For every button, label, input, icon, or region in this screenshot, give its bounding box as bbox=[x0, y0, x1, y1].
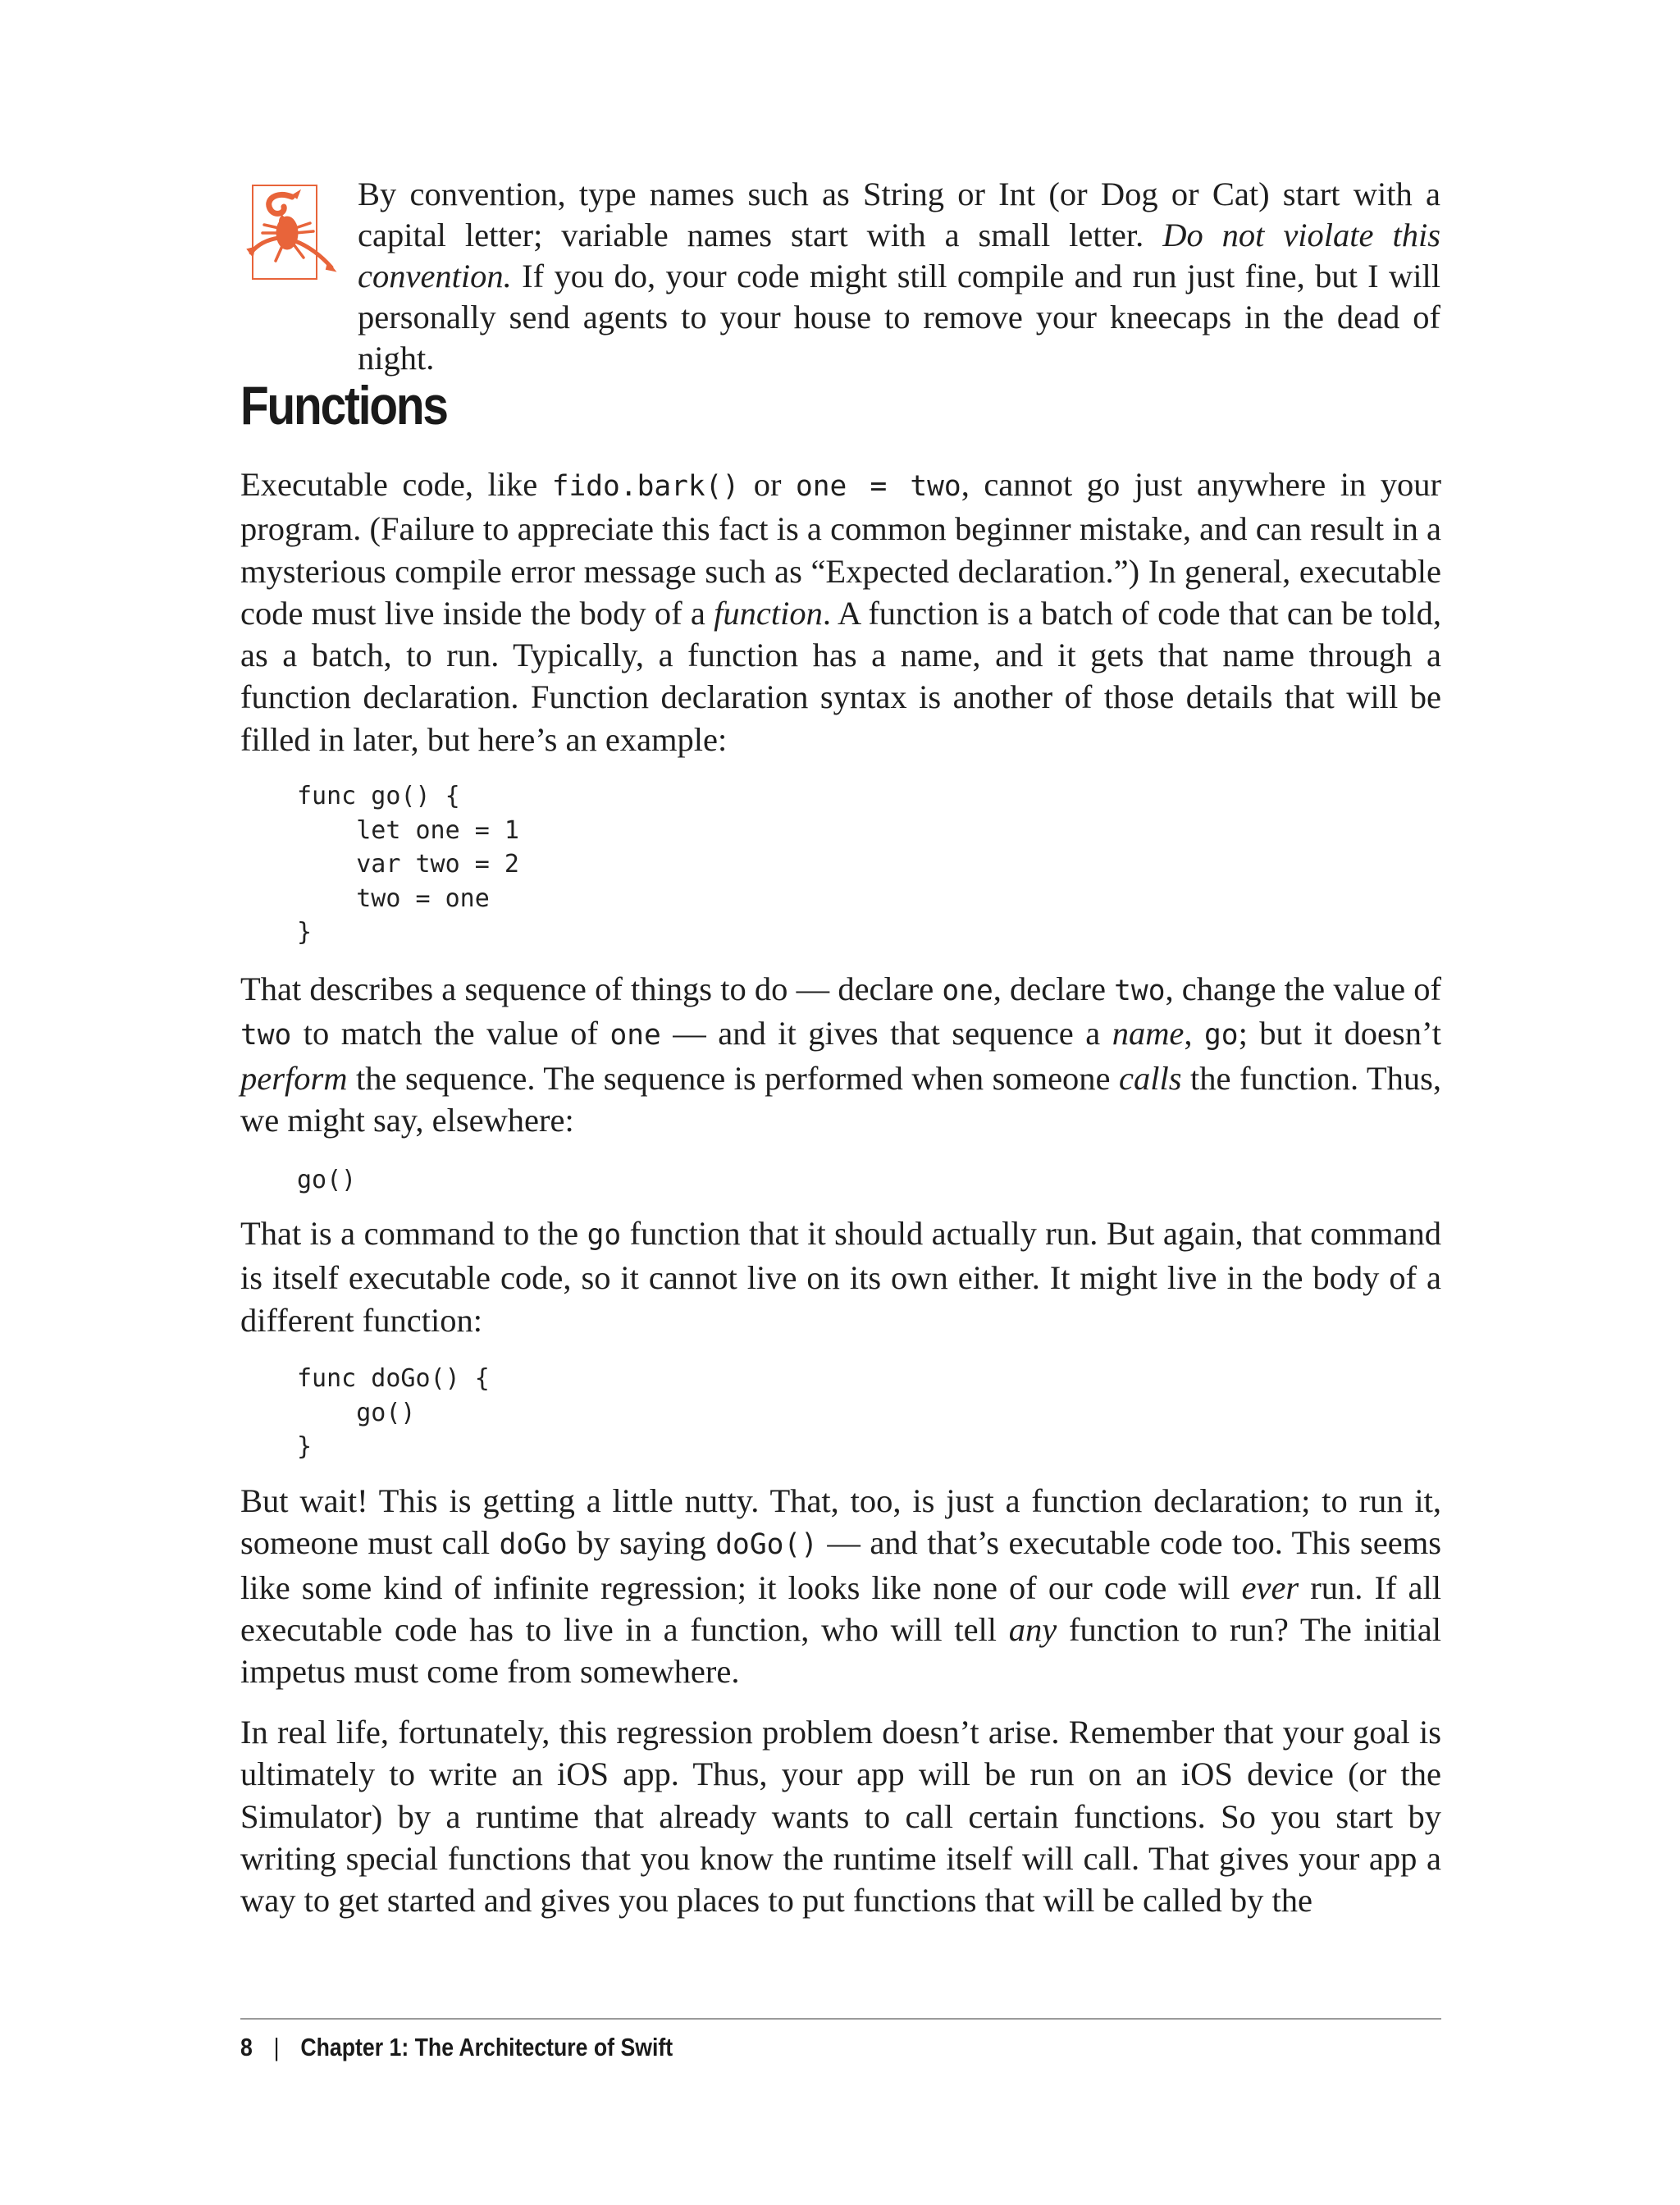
paragraph bbox=[240, 1480, 1441, 1692]
emphasis: calls bbox=[1119, 1059, 1182, 1097]
paragraph bbox=[240, 968, 1441, 1141]
text-run: — and that’s executable code too. This seems like some kind of infinite regression; it looks like none of our code will bbox=[240, 1524, 1441, 1606]
paragraph bbox=[240, 463, 1441, 760]
inline-code: doGo() bbox=[715, 1528, 818, 1562]
text-run: the function. Thus, we might say, elsewhere: bbox=[240, 1059, 1441, 1139]
text-run: the sequence. The sequence is performed when someone bbox=[347, 1059, 1120, 1097]
inline-code: two bbox=[240, 1019, 292, 1052]
text-run: . A function is a batch of code that can be told, as a batch, to run. Typically, a function has a name, and it gets that name through a function declaration. Function declaration syntax is another of those details that will be filled in later, but here’s an example: bbox=[240, 594, 1441, 758]
section-heading: Functions bbox=[240, 375, 447, 436]
footer-separator: | bbox=[273, 2033, 280, 2061]
warning-text bbox=[358, 174, 1440, 379]
code-block: func go() { let one = 1 var two = 2 two = one } bbox=[297, 782, 519, 947]
page-footer bbox=[240, 2029, 673, 2066]
warning-text-part: By convention, type names such as String or Int (or Dog or Cat) start with a capital letter; variable names start with a small letter. bbox=[358, 176, 1440, 253]
warning-emphasis: Do not violate this convention. bbox=[358, 217, 1440, 294]
emphasis: function bbox=[714, 594, 823, 632]
code-block: func doGo() { go() } bbox=[297, 1364, 490, 1461]
text-run: by saying bbox=[567, 1524, 716, 1562]
text-run: or bbox=[739, 466, 796, 503]
inline-code: two bbox=[1114, 975, 1166, 1007]
emphasis: name bbox=[1112, 1015, 1185, 1052]
text-run: Executable code, like bbox=[240, 466, 552, 503]
inline-code: one = two bbox=[795, 470, 961, 503]
text-run: to match the value of bbox=[291, 1015, 610, 1052]
inline-code: one bbox=[609, 1019, 661, 1052]
text-run: , declare bbox=[993, 970, 1115, 1007]
inline-code: doGo bbox=[499, 1528, 568, 1562]
page-number: 8 bbox=[240, 2033, 253, 2061]
inline-code: go bbox=[587, 1219, 622, 1252]
inline-code: fido.bark() bbox=[551, 470, 740, 503]
text-run: , bbox=[1184, 1015, 1205, 1052]
text-run: ; but it doesn’t bbox=[1238, 1015, 1441, 1052]
paragraph: In real life, fortunately, this regression problem doesn’t arise. Remember that your goal is ultimately to write an iOS app. Thus, your app will be run on an iOS device (or the Simulator) by a runtime that already wants to call certain functions. So you start by writing special functions that you know the runtime itself will call. That gives your app a way to get started and gives you places to put functions that will be called by the bbox=[240, 1714, 1441, 1920]
footer-rule bbox=[240, 2018, 1441, 2020]
text-run: run. If all executable code has to live in a function, who will tell bbox=[240, 1568, 1441, 1648]
text-run: But wait! This is getting a little nutty. That, too, is just a function declaration; to run it, someone must call bbox=[240, 1482, 1441, 1562]
paragraph bbox=[240, 1212, 1441, 1341]
scorpion-icon bbox=[243, 182, 338, 282]
text-run: That is a command to the bbox=[240, 1215, 587, 1252]
text-run: function to run? The initial impetus must come from somewhere. bbox=[240, 1610, 1441, 1691]
emphasis: ever bbox=[1241, 1568, 1299, 1606]
chapter-title: Chapter 1: The Architecture of Swift bbox=[300, 2033, 673, 2061]
text-run: That describes a sequence of things to do — declare bbox=[240, 970, 943, 1007]
inline-code: one bbox=[942, 975, 993, 1007]
code-block: go() bbox=[297, 1166, 357, 1194]
text-run: function that it should actually run. But again, that command is itself executable code, so it cannot live on its own either. It might live in the body of a different function: bbox=[240, 1215, 1441, 1339]
emphasis: perform bbox=[240, 1059, 348, 1097]
text-run: — and it gives that sequence a bbox=[660, 1015, 1112, 1052]
text-run: , cannot go just anywhere in your program. (Failure to appreciate this fact is a common beginner mistake, and can result in a mysterious compile error message such as “Expected declaration.”) In general, executable code must live inside the body of a bbox=[240, 466, 1441, 632]
emphasis: any bbox=[1008, 1610, 1057, 1648]
warning-text-part: If you do, your code might still compile and run just fine, but I will personally send agents to your house to remove your kneecaps in the dead of night. bbox=[358, 258, 1440, 377]
inline-code: go bbox=[1204, 1019, 1239, 1052]
text-run: , change the value of bbox=[1165, 970, 1441, 1007]
